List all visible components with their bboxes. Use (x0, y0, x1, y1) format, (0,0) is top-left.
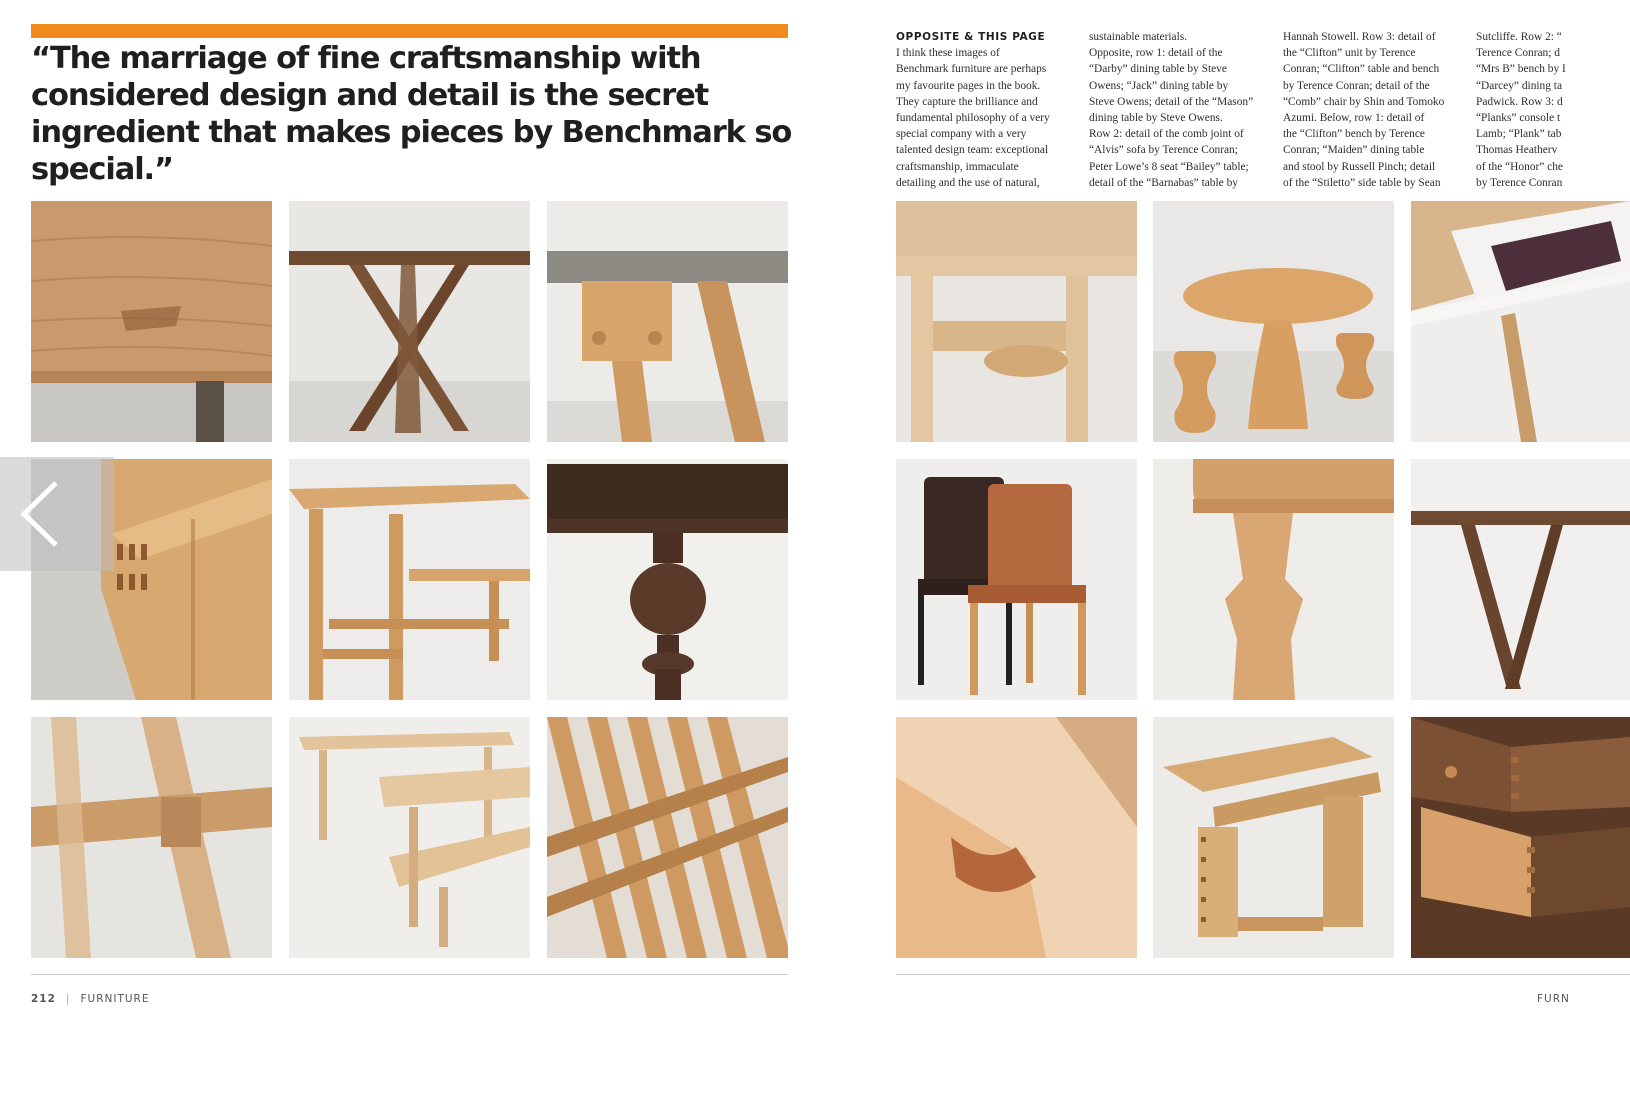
chevron-left-icon (20, 479, 60, 549)
folio-section: FURNITURE (80, 993, 150, 1005)
photo-mrs-b-bench-leg (1153, 459, 1394, 700)
caption-line: Benchmark furniture are perhaps (896, 63, 1047, 76)
caption-line: the “Clifton” bench by Terence (1283, 128, 1425, 141)
photo-barnabas-table-detail (547, 459, 788, 700)
caption-line: Lamb; “Plank” tab (1476, 128, 1562, 141)
caption-line: by Terence Conran; detail of the (1283, 79, 1430, 92)
caption-line: “Darby” dining table by Steve (1089, 63, 1227, 76)
folio-number: 212 (31, 993, 56, 1005)
caption-line: and stool by Russell Pinch; detail (1283, 160, 1436, 173)
caption-line: Steve Owens; detail of the “Mason” (1089, 95, 1254, 108)
caption-line: Sutcliffe. Row 2: “ (1476, 31, 1562, 43)
caption-column-3 (1283, 29, 1465, 191)
caption-line: Hannah Stowell. Row 3: detail of (1283, 31, 1436, 43)
caption-line: craftsmanship, immaculate (896, 160, 1019, 173)
caption-column-1 (896, 29, 1078, 191)
photo-comb-chair-detail (547, 717, 788, 958)
photo-mason-table-detail (547, 201, 788, 442)
caption-column-4 (1476, 29, 1630, 191)
photo-dining-chairs (896, 459, 1137, 700)
caption-line: Thomas Heatherv (1476, 144, 1558, 157)
folio (31, 993, 149, 1005)
caption-line: Padwick. Row 3: d (1476, 95, 1563, 108)
page-bottom-rule-left (31, 974, 788, 975)
caption-line: “Planks” console t (1476, 112, 1561, 125)
caption-line: Row 2: detail of the comb joint of (1089, 128, 1244, 141)
caption-line: Conran; “Clifton” table and bench (1283, 63, 1440, 76)
photo-clifton-table-bench (289, 717, 530, 958)
caption-line: “Mrs B” bench by I (1476, 63, 1566, 76)
accent-rule (31, 24, 788, 38)
caption-line: dining table by Steve Owens. (1089, 112, 1223, 125)
photo-honor-chest-drawers (1411, 717, 1630, 958)
caption-line: talented design team: exceptional (896, 144, 1049, 157)
photo-stiletto-side-table-detail (1411, 201, 1630, 442)
caption-line: special company with a very (896, 128, 1027, 141)
caption-line: of the “Stiletto” side table by Sean (1283, 176, 1441, 189)
photo-planks-console-detail (896, 717, 1137, 958)
photo-maiden-table-stools (1153, 201, 1394, 442)
caption-line: I think these images of (896, 47, 1000, 60)
caption-line: my favourite pages in the book. (896, 79, 1041, 92)
caption-line: detail of the “Barnabas” table by (1089, 176, 1238, 189)
photo-darcey-table (1411, 459, 1630, 700)
caption-line: Terence Conran; d (1476, 47, 1560, 60)
photo-clifton-unit-detail (31, 717, 272, 958)
photo-jack-dining-table (289, 201, 530, 442)
caption-line: “Comb” chair by Shin and Tomoko (1283, 95, 1445, 108)
caption-line: detailing and the use of natural, (896, 176, 1040, 189)
caption-line: Azumi. Below, row 1: detail of (1283, 112, 1425, 125)
photo-plank-table-stool (1153, 717, 1394, 958)
caption-line: fundamental philosophy of a very (896, 112, 1050, 125)
caption-line: Peter Lowe’s 8 seat “Bailey” table; (1089, 160, 1249, 173)
caption-line: “Alvis” sofa by Terence Conran; (1089, 144, 1238, 157)
caption-line: Opposite, row 1: detail of the (1089, 47, 1223, 60)
caption-line: Owens; “Jack” dining table by (1089, 79, 1229, 92)
caption-line: “Darcey” dining ta (1476, 79, 1563, 92)
previous-page-button[interactable] (0, 457, 114, 571)
pull-quote: “The marriage of fine craftsmanship with considered design and detail is the secret ingredient that makes pieces by Benchmark so special.” (31, 41, 792, 187)
running-head-right: FURN (1537, 993, 1570, 1005)
caption-line: the “Clifton” unit by Terence (1283, 47, 1416, 60)
caption-heading: OPPOSITE & THIS PAGE (896, 31, 1046, 43)
page-bottom-rule-right (896, 974, 1630, 975)
caption-column-2 (1089, 29, 1271, 191)
photo-clifton-bench-detail (896, 201, 1137, 442)
photo-bailey-table (289, 459, 530, 700)
caption-line: They capture the brilliance and (896, 95, 1038, 108)
caption-block (896, 29, 1630, 189)
folio-separator: | (65, 993, 71, 1005)
caption-line: sustainable materials. (1089, 31, 1188, 43)
photo-darby-table-detail (31, 201, 272, 442)
caption-line: Conran; “Maiden” dining table (1283, 144, 1425, 157)
caption-line: by Terence Conran (1476, 176, 1563, 189)
caption-line: of the “Honor” che (1476, 160, 1563, 173)
